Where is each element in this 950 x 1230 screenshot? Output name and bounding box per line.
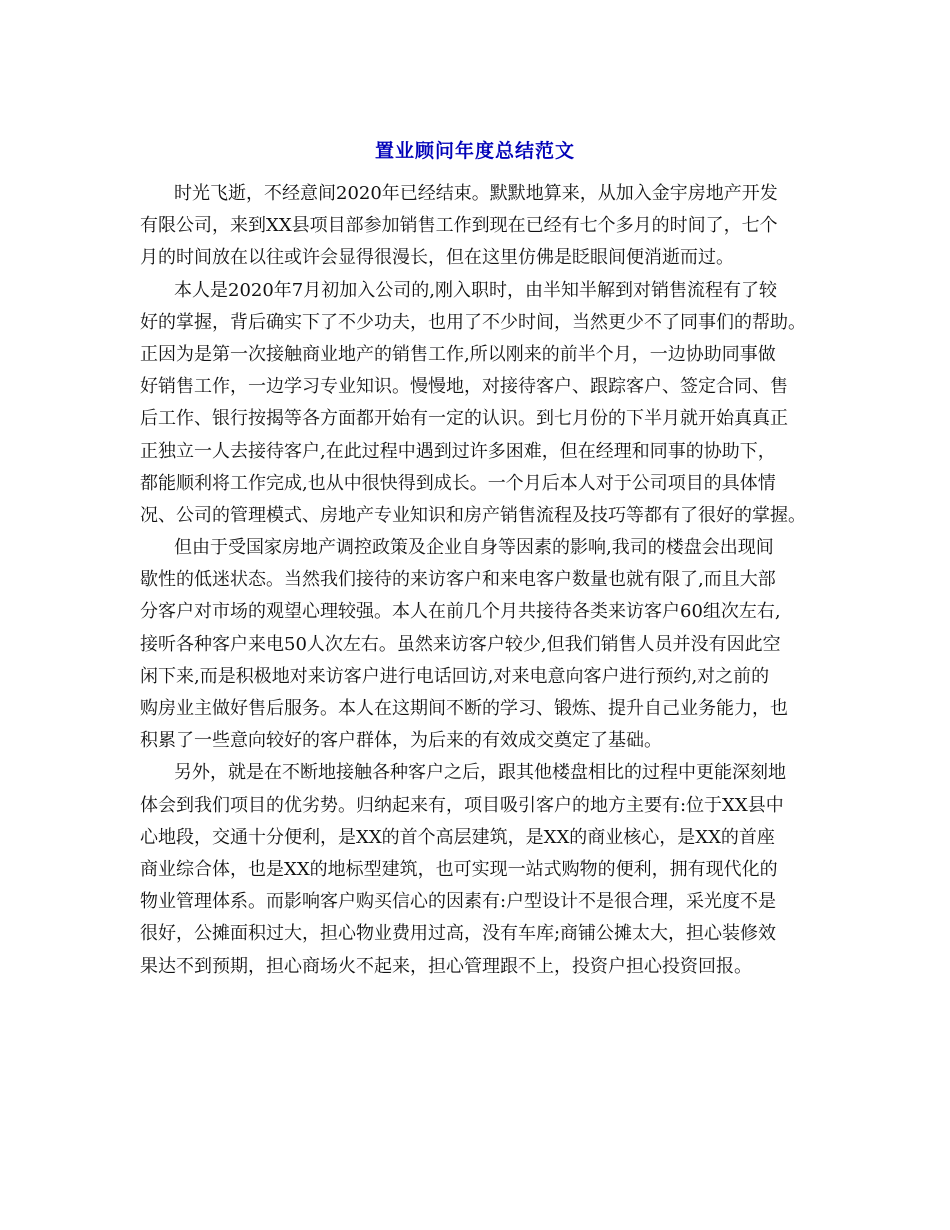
text-line: 体会到我们项目的优劣势。归纳起来有，项目吸引客户的地方主要有:位于XX县中 [140, 794, 784, 816]
text-line: 本人是2020年7月初加入公司的,刚入职时，由半知半解到对销售流程有了较 [174, 279, 777, 301]
text-line: 购房业主做好售后服务。本人在这期间不断的学习、锻炼、提升自己业务能力，也 [140, 698, 788, 719]
text-line: 心地段，交通十分便利，是XX的首个高层建筑，是XX的商业核心，是XX的首座 [140, 826, 775, 848]
text-line: 时光飞逝，不经意间2020年已经结束。默默地算来，从加入金宇房地产开发 [174, 183, 778, 204]
text-line: 都能顺利将工作完成,也从中很快得到成长。一个月后本人对于公司项目的具体情 [140, 472, 776, 494]
text-line: 歇性的低迷状态。当然我们接待的来访客户和来电客户数量也就有限了,而且大部 [140, 569, 776, 591]
text-line: 月的时间放在以往或许会显得很漫长，但在这里仿佛是眨眼间便消逝而过。 [140, 247, 734, 269]
text-line: 物业管理体系。而影响客户购买信心的因素有:户型设计不是很合理，采光度不是 [140, 891, 777, 913]
text-line: 好销售工作，一边学习专业知识。慢慢地，对接待客户、跟踪客户、签定合同、售 [140, 376, 788, 398]
text-line: 况、公司的管理模式、房地产专业知识和房产销售流程及技巧等都有了很好的掌握。 [140, 504, 806, 526]
text-line: 正因为是第一次接触商业地产的销售工作,所以刚来的前半个月，一边协助同事做 [140, 343, 776, 365]
text-line: 商业综合体，也是XX的地标型建筑，也可实现一站式购物的便利，拥有现代化的 [140, 858, 778, 880]
text-line: 但由于受国家房地产调控政策及企业自身等因素的影响,我司的楼盘会出现间 [174, 537, 774, 559]
text-line: 很好，公摊面积过大，担心物业费用过高，没有车库;商铺公摊太大，担心装修效 [140, 923, 777, 945]
text-line: 后工作、银行按揭等各方面都开始有一定的认识。到七月份的下半月就开始真真正 [140, 408, 788, 430]
text-line: 积累了一些意向较好的客户群体，为后来的有效成交奠定了基础。 [140, 730, 662, 752]
text-line: 分客户对市场的观望心理较强。本人在前几个月共接待各类来访客户60组次左右, [140, 601, 781, 623]
text-line: 闲下来,而是积极地对来访客户进行电话回访,对来电意向客户进行预约,对之前的 [140, 665, 770, 687]
document-body [140, 178, 820, 983]
text-line: 果达不到预期，担心商场火不起来，担心管理跟不上，投资户担心投资回报。 [140, 955, 752, 977]
text-line: 有限公司，来到XX县项目部参加销售工作到现在已经有七个多月的时间了，七个 [140, 215, 778, 237]
document-title: 置业顾问年度总结范文 [374, 140, 575, 162]
text-line: 接听各种客户来电50人次左右。虽然来访客户较少,但我们销售人员并没有因此空 [140, 633, 781, 655]
text-line: 好的掌握，背后确实下了不少功夫，也用了不少时间，当然更少不了同事们的帮助。 [140, 311, 806, 333]
text-line: 正独立一人去接待客户,在此过程中遇到过许多困难，但在经理和同事的协助下， [140, 440, 776, 462]
text-line: 另外，就是在不断地接触各种客户之后，跟其他楼盘相比的过程中更能深刻地 [174, 762, 786, 784]
